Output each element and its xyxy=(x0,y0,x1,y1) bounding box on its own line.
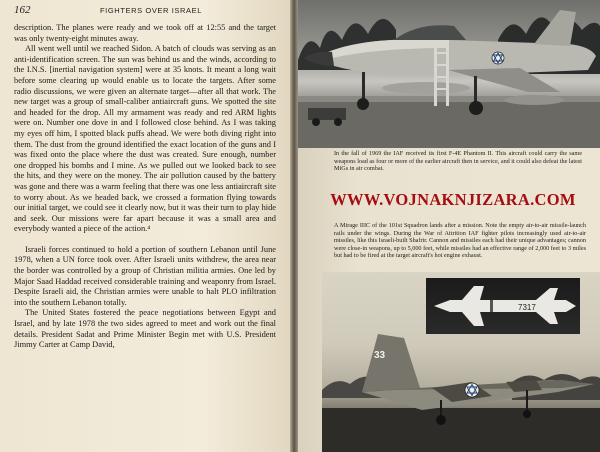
watermark-text: WWW.VOJNAKNJIZARA.COM xyxy=(330,190,576,209)
phantom-illustration xyxy=(298,0,600,148)
left-page xyxy=(0,0,290,452)
right-page xyxy=(298,0,600,452)
page-number: 162 xyxy=(14,4,31,16)
paragraph-2: All went well until we reached Sidon. A batch of clouds was serving as an anti-identification screen. The sun was behind us and the winds, according to the I.N.S. [inertial navigation system] were at 35 knots. It meant a long wait before some clearing up would enable us to locate the targets. After some radio discussions, we were given an alternate target—after all that work. The new target was a group of small-caliber antiaircraft guns. We spotted the site and headed for the drop. All my armament was ready and red ARM lights were on. Number one dove in and I followed close behind. As I was taking my eyes off him, I spotted black puffs ahead. We were both diving right into them. The dust from the ground identified the exact location of the guns and I was fixed onto the place where the dust was created. Sure enough, number one dropped his bombs and I mine. As we pulled out we looked back to see the hits, and they were on the money. The air pollution caused by the battery was gone and there was a warm feeling that there was one less antiaircraft site to worry about. As we headed back, we crossed a formation flying towards our initial target, we could see it clearly now, but it was their turn to play hide and seek. Our missions were far apart because it was a small area and everybody wanted a piece of the action.⁴ xyxy=(14,44,276,234)
running-head xyxy=(14,4,276,18)
paragraph-1: description. The planes were ready and we took off at 12:55 and the target was only twenty-eight minutes away. xyxy=(14,23,276,43)
body-text xyxy=(14,23,276,351)
caption-phantom: In the fall of 1969 the IAF received its first F-4E Phantom II. This aircraft could carry the same weapons load as four or more of the earlier aircraft then in service, and it could also defeat the latest MiGs in air combat. xyxy=(334,150,582,173)
caption-mirage: A Mirage IIIC of the 101st Squadron lands after a mission. Note the empty air-to-air missile-launch rails under the wings. During the War of Attrition IAF fighter pilots increasingly used air-to-air missiles, like this Israeli-built Shafrir. Cannon and missiles each had their unique advantages; cannon were close-in weapons, up to 5,000 feet, while missiles had an effective range of 2,000 feet to 3 miles but had to be fired at the target aircraft's hot engine exhaust. xyxy=(334,222,586,260)
book-gutter xyxy=(290,0,298,452)
shafrir-missile-photo xyxy=(426,278,580,334)
phantom-photo xyxy=(298,0,600,148)
mirage-tail-number: 33 xyxy=(374,350,386,361)
paragraph-4: The United States fostered the peace negotiations between Egypt and Israel, and by late 1978 the two sides agreed to meet and work out the final details. President Sadat and Prime Minister Begin met with U.S. President Jimmy Carter at Camp David, xyxy=(14,308,276,350)
missile-code: 7317 xyxy=(518,303,536,312)
running-title: FIGHTERS OVER ISRAEL xyxy=(100,6,203,15)
missile-illustration xyxy=(426,278,580,334)
paragraph-3: Israeli forces continued to hold a portion of southern Lebanon until June 1978, when a UN force took over. After Israeli units withdrew, the area near the border was controlled by a group of Christian militia armies. One led by Major Saad Haddad received considerable training and weaponry from Israel. Despite Israeli aid, the Christian armies were unable to halt PLO infiltration into the southern Lebanon totally. xyxy=(14,244,276,307)
